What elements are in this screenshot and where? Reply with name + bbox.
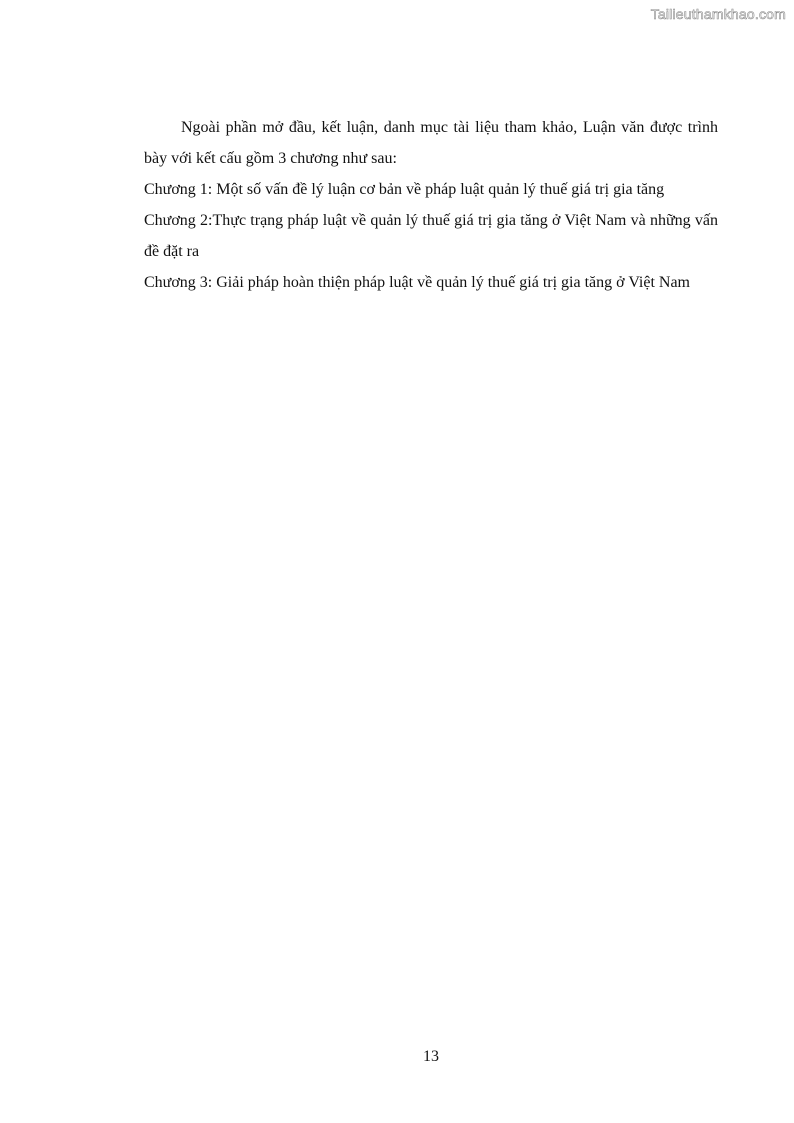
watermark-text: Tailieuthamkhao.com [650,6,786,22]
page-number: 13 [423,1048,439,1065]
chapter-1-paragraph: Chương 1: Một số vấn đề lý luận cơ bản về pháp luật quản lý thuế giá trị gia tăng [144,181,665,198]
document-body [144,112,718,298]
intro-paragraph: Ngoài phần mở đầu, kết luận, danh mục tài liệu tham khảo, Luận văn được trình bày với kết cấu gồm 3 chương như sau: [144,119,718,167]
chapter-3-paragraph: Chương 3: Giải pháp hoàn thiện pháp luật về quản lý thuế giá trị gia tăng ở Việt Nam [144,274,690,291]
chapter-2-paragraph: Chương 2:Thực trạng pháp luật về quản lý thuế giá trị gia tăng ở Việt Nam và những vấn đề đặt ra [144,212,718,260]
